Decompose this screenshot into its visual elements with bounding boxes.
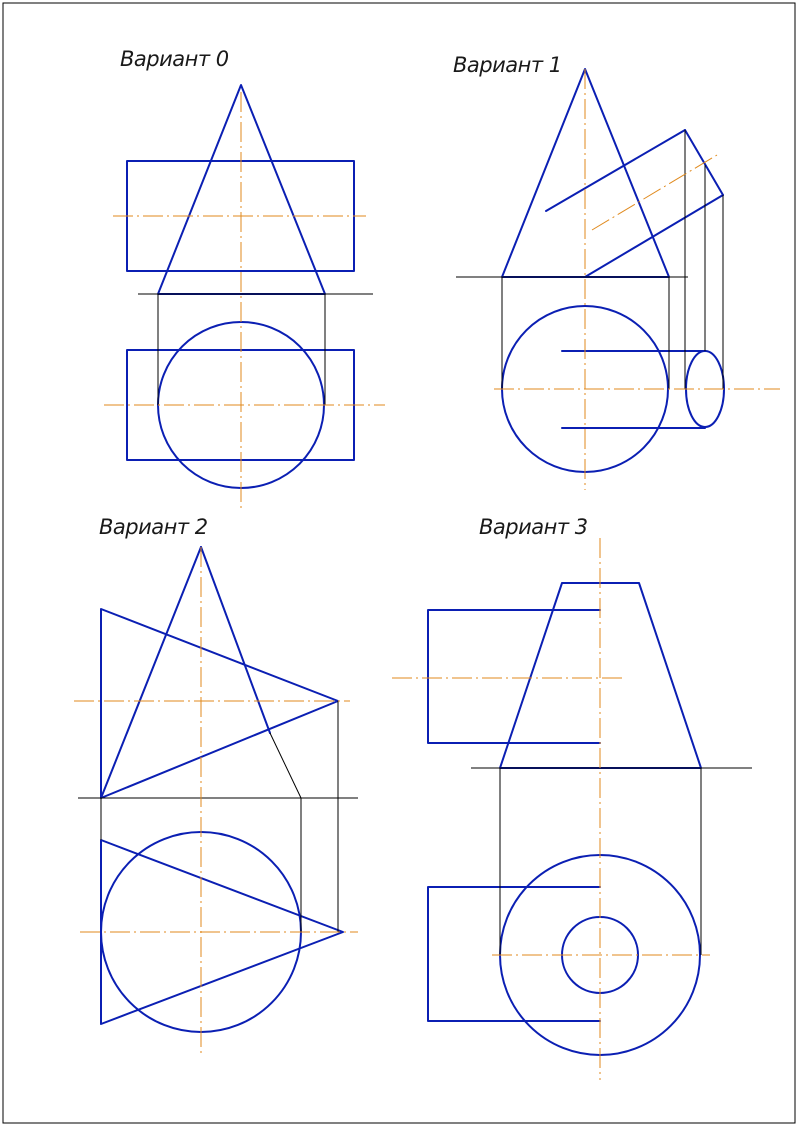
v2-cone-right-edge-upper — [201, 547, 270, 733]
variant-3-label: Вариант 3 — [479, 515, 588, 539]
v3-prism-top — [428, 887, 600, 1021]
variant-0-label: Вариант 0 — [120, 47, 229, 71]
variant-1 — [453, 53, 780, 490]
v2-cone-right-edge-lower — [270, 733, 301, 798]
variant-0 — [104, 47, 385, 510]
v2-prism-front — [101, 609, 338, 798]
v1-axis-cylinder — [592, 155, 717, 230]
variant-2-label: Вариант 2 — [99, 515, 208, 539]
variant-3 — [392, 515, 752, 1080]
variant-2 — [74, 515, 358, 1055]
v1-cylinder-lower-edge — [585, 195, 723, 277]
v2-cone-left-edge — [101, 547, 201, 798]
v3-prism-front — [428, 610, 600, 743]
variant-1-label: Вариант 1 — [453, 53, 562, 77]
